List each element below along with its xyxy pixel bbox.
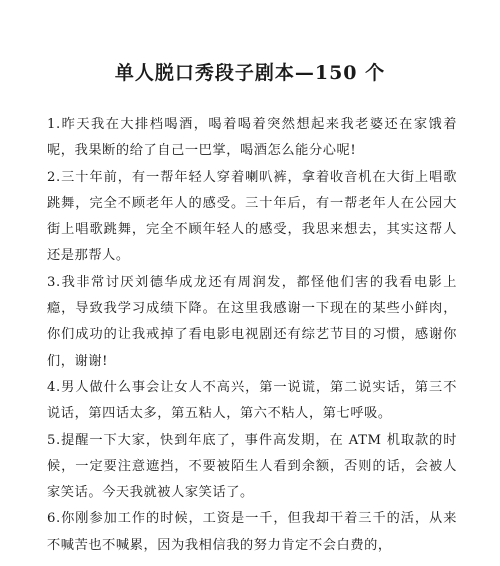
document-body xyxy=(47,112,457,559)
joke-paragraph-5: 5.提醒一下大家，快到年底了，事件高发期，在 ATM 机取款的时候，一定要注意遮挡，不要被陌生人看到余额，否则的话，会被人家笑话。今天我就被人家笑话了。 xyxy=(47,432,457,501)
joke-paragraph-2: 2.三十年前，有一帮年轻人穿着喇叭裤，拿着收音机在大街上唱歌跳舞，完全不顾老年人的感受。三十年后，有一帮老年人在公园大街上唱歌跳舞，完全不顾年轻人的感受，我思来想去，其实这帮人还是那帮人。 xyxy=(47,169,457,264)
document-title: 单人脱口秀段子剧本—150 个 xyxy=(114,62,386,84)
joke-paragraph-1: 1.昨天我在大排档喝酒，喝着喝着突然想起来我老婆还在家饿着呢，我果断的给了自己一巴掌，喝酒怎么能分心呢! xyxy=(47,117,457,159)
joke-paragraph-6: 6.你刚参加工作的时候，工资是一千，但我却干着三千的活，从来不喊苦也不喊累，因为我相信我的努力肯定不会白费的， xyxy=(47,511,457,553)
joke-paragraph-3: 3.我非常讨厌刘德华成龙还有周润发，都怪他们害的我看电影上瘾，导致我学习成绩下降。在这里我感谢一下现在的某些小鲜肉，你们成功的让我戒掉了看电影电视剧还有综艺节目的习惯，感谢你们，谢谢! xyxy=(47,274,457,369)
joke-paragraph-4: 4.男人做什么事会让女人不高兴，第一说谎，第二说实话，第三不说话，第四话太多，第五粘人，第六不粘人，第七呼吸。 xyxy=(47,379,457,422)
